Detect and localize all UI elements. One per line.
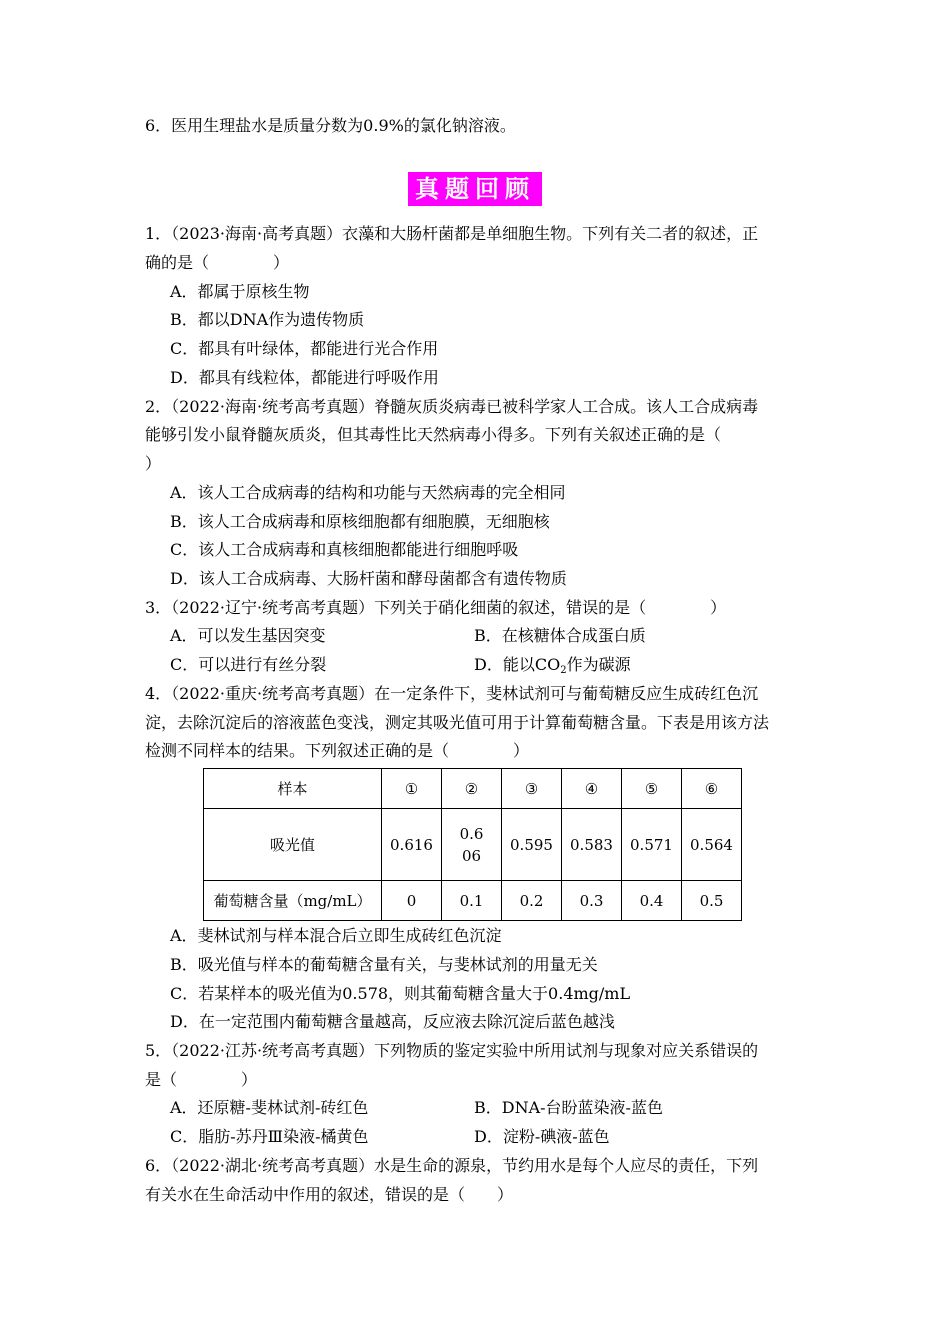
table-cell: 0.2	[502, 881, 562, 921]
table-cell: 0.595	[502, 809, 562, 881]
table-header-cell: 样本	[204, 769, 382, 809]
table-cell: 0.583	[562, 809, 622, 881]
table-cell: 0.564	[682, 809, 742, 881]
table-row	[204, 881, 742, 921]
q3-option-d-subscript: 2	[560, 665, 567, 676]
q4-stem-line2: 淀，去除沉淀后的溶液蓝色变浅，测定其吸光值可用于计算葡萄糖含量。下表是用该方法	[145, 713, 770, 732]
table-cell: 0.3	[562, 881, 622, 921]
q1-option-a: A．都属于原核生物	[170, 282, 310, 301]
q4-option-a: A．斐林试剂与样本混合后立即生成砖红色沉淀	[170, 926, 502, 945]
q2-stem-line1: 2．（2022·海南·统考高考真题）脊髓灰质炎病毒已被科学家人工合成。该人工合成病毒	[145, 397, 759, 416]
q2-option-c: C．该人工合成病毒和真核细胞都能进行细胞呼吸	[170, 540, 519, 559]
q5-stem-line2: 是（ ）	[145, 1070, 258, 1089]
q6-stem-line1: 6．（2022·湖北·统考高考真题）水是生命的源泉，节约用水是每个人应尽的责任，下列	[145, 1156, 759, 1175]
table-cell: 0.5	[682, 881, 742, 921]
q5-option-a: A．还原糖-斐林试剂-砖红色	[170, 1098, 369, 1117]
q5-option-b: B．DNA-台盼蓝染液-蓝色	[474, 1098, 663, 1117]
q3-stem: 3．（2022·辽宁·统考高考真题）下列关于硝化细菌的叙述，错误的是（ ）	[145, 598, 727, 617]
table-cell: 0.616	[382, 809, 442, 881]
q4-stem-line3: 检测不同样本的结果。下列叙述正确的是（ ）	[145, 741, 530, 760]
table-header-cell: ⑤	[622, 769, 682, 809]
q6-stem-line2: 有关水在生命活动中作用的叙述，错误的是（ ）	[145, 1185, 514, 1204]
q1-option-b: B．都以DNA作为遗传物质	[170, 310, 365, 329]
q1-option-c: C．都具有叶绿体，都能进行光合作用	[170, 339, 439, 358]
table-cell: 0.1	[442, 881, 502, 921]
q2-option-b: B．该人工合成病毒和原核细胞都有细胞膜，无细胞核	[170, 512, 550, 531]
q3-option-b: B．在核糖体合成蛋白质	[474, 626, 646, 645]
glucose-table	[203, 768, 742, 921]
table-row-label: 吸光值	[204, 809, 382, 881]
table-cell: 0	[382, 881, 442, 921]
table-header-cell: ①	[382, 769, 442, 809]
q2-stem-line3: ）	[145, 454, 162, 473]
table-row-label: 葡萄糖含量（mg/mL）	[204, 881, 382, 921]
q2-option-a: A．该人工合成病毒的结构和功能与天然病毒的完全相同	[170, 483, 566, 502]
q2-stem-line2: 能够引发小鼠脊髓灰质炎，但其毒性比天然病毒小得多。下列有关叙述正确的是（	[145, 425, 722, 444]
intro-item: 6．医用生理盐水是质量分数为0.9%的氯化钠溶液。	[145, 116, 516, 135]
table-header-cell: ⑥	[682, 769, 742, 809]
table-cell-wrapped-value: 0.606	[459, 824, 484, 865]
table-header-cell: ④	[562, 769, 622, 809]
table-header-row	[204, 769, 742, 809]
table-row	[204, 809, 742, 881]
q5-stem-line1: 5．（2022·江苏·统考高考真题）下列物质的鉴定实验中所用试剂与现象对应关系错误的	[145, 1041, 759, 1060]
table-cell: 0.571	[622, 809, 682, 881]
q5-option-d: D．淀粉-碘液-蓝色	[474, 1127, 610, 1146]
q5-option-c: C．脂肪-苏丹Ⅲ染液-橘黄色	[170, 1127, 369, 1146]
q1-stem-line1: 1．（2023·海南·高考真题）衣藻和大肠杆菌都是单细胞生物。下列有关二者的叙述，正	[145, 224, 759, 243]
q3-option-d-prefix: D．能以CO	[474, 655, 561, 674]
table-cell: 0.4	[622, 881, 682, 921]
q1-option-d: D．都具有线粒体，都能进行呼吸作用	[170, 368, 439, 387]
q1-stem-line2: 确的是（ ）	[145, 253, 290, 272]
section-banner: 真题回顾	[408, 172, 542, 206]
q2-option-d: D．该人工合成病毒、大肠杆菌和酵母菌都含有遗传物质	[170, 569, 567, 588]
q4-stem-line1: 4．（2022·重庆·统考高考真题）在一定条件下，斐林试剂可与葡萄糖反应生成砖红色沉	[145, 684, 759, 703]
q3-option-c: C．可以进行有丝分裂	[170, 655, 327, 674]
table-header-cell: ③	[502, 769, 562, 809]
q4-option-d: D．在一定范围内葡萄糖含量越高，反应液去除沉淀后蓝色越浅	[170, 1012, 615, 1031]
q3-option-a: A．可以发生基因突变	[170, 626, 326, 645]
table-header-cell: ②	[442, 769, 502, 809]
table-cell	[442, 809, 502, 881]
q3-option-d-suffix: 作为碳源	[566, 655, 631, 674]
q3-option-d	[474, 654, 631, 676]
q4-option-b: B．吸光值与样本的葡萄糖含量有关，与斐林试剂的用量无关	[170, 955, 598, 974]
q4-option-c: C．若某样本的吸光值为0.578，则其葡萄糖含量大于0.4mg/mL	[170, 984, 631, 1003]
